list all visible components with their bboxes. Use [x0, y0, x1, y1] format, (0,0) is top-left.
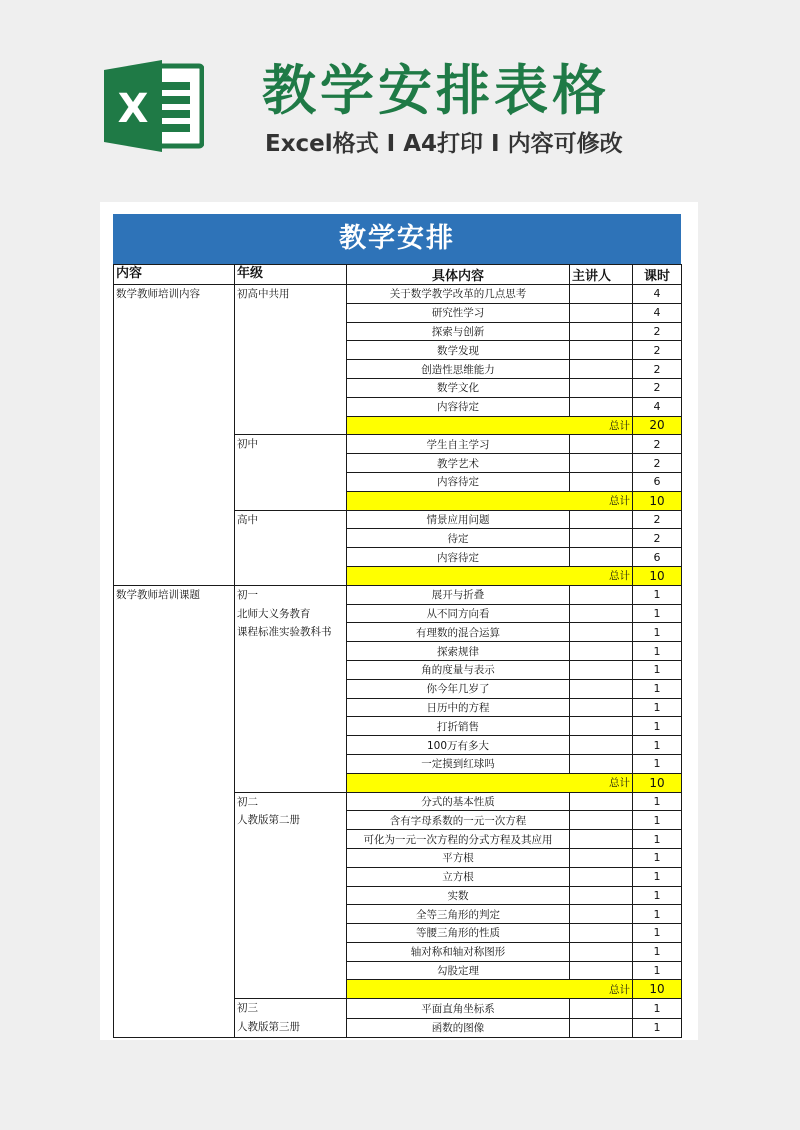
topic-cell: 平方根	[347, 848, 570, 867]
grade-cell	[235, 585, 347, 792]
topic-cell: 探索规律	[347, 642, 570, 661]
speaker-cell	[570, 472, 633, 491]
hours-cell: 2	[633, 529, 682, 548]
grade-line: 初高中共用	[237, 288, 290, 300]
speaker-cell	[570, 848, 633, 867]
topic-cell: 关于数学教学改革的几点思考	[347, 285, 570, 304]
hours-cell: 4	[633, 397, 682, 416]
speaker-cell	[570, 397, 633, 416]
speaker-cell	[570, 322, 633, 341]
grade-line: 人教版第三册	[237, 1021, 300, 1034]
hours-cell: 4	[633, 285, 682, 304]
hours-cell: 1	[633, 867, 682, 886]
grade-line: 人教版第二册	[237, 814, 300, 827]
grade-line: 初三	[237, 1002, 258, 1015]
topic-cell: 勾股定理	[347, 961, 570, 980]
sheet-banner: 教学安排	[113, 214, 681, 264]
hours-cell: 1	[633, 848, 682, 867]
spreadsheet	[113, 214, 681, 1038]
grade-cell	[235, 285, 347, 435]
total-label: 总计	[570, 566, 633, 585]
hours-cell: 2	[633, 510, 682, 529]
total-hours-cell: 20	[633, 416, 682, 435]
topic-cell: 待定	[347, 529, 570, 548]
speaker-cell	[570, 285, 633, 304]
topic-cell: 全等三角形的判定	[347, 905, 570, 924]
speaker-cell	[570, 717, 633, 736]
table-row	[114, 285, 682, 304]
hours-cell: 1	[633, 792, 682, 811]
column-header: 主讲人	[570, 265, 633, 285]
hours-cell: 1	[633, 961, 682, 980]
speaker-cell	[570, 529, 633, 548]
grade-line: 课程标准实验教科书	[237, 626, 332, 639]
total-label: 总计	[570, 773, 633, 792]
content-category-cell: 数学教师培训内容	[114, 285, 235, 586]
speaker-cell	[570, 303, 633, 322]
topic-cell: 分式的基本性质	[347, 792, 570, 811]
speaker-cell	[570, 1018, 633, 1037]
column-header: 具体内容	[347, 265, 570, 285]
speaker-cell	[570, 886, 633, 905]
topic-cell: 平面直角坐标系	[347, 999, 570, 1018]
excel-icon-letter: X	[117, 86, 149, 132]
topic-cell: 内容待定	[347, 472, 570, 491]
hours-cell: 4	[633, 303, 682, 322]
topic-cell: 教学艺术	[347, 454, 570, 473]
speaker-cell	[570, 830, 633, 849]
excel-icon	[104, 60, 204, 152]
hours-cell: 1	[633, 736, 682, 755]
topic-cell: 打折销售	[347, 717, 570, 736]
speaker-cell	[570, 548, 633, 567]
topic-cell: 立方根	[347, 867, 570, 886]
topic-cell: 含有字母系数的一元一次方程	[347, 811, 570, 830]
speaker-cell	[570, 867, 633, 886]
topic-cell: 日历中的方程	[347, 698, 570, 717]
hours-cell: 1	[633, 811, 682, 830]
speaker-cell	[570, 660, 633, 679]
hours-cell: 1	[633, 623, 682, 642]
total-spacer-cell	[347, 416, 570, 435]
hours-cell: 6	[633, 548, 682, 567]
hours-cell: 2	[633, 435, 682, 454]
topic-cell: 从不同方向看	[347, 604, 570, 623]
speaker-cell	[570, 435, 633, 454]
speaker-cell	[570, 360, 633, 379]
total-hours-cell: 10	[633, 980, 682, 999]
column-header: 年级	[235, 265, 347, 285]
hours-cell: 1	[633, 660, 682, 679]
hours-cell: 2	[633, 378, 682, 397]
hours-cell: 1	[633, 698, 682, 717]
grade-cell	[235, 999, 347, 1038]
hours-cell: 2	[633, 454, 682, 473]
total-hours-cell: 10	[633, 491, 682, 510]
topic-cell: 创造性思维能力	[347, 360, 570, 379]
hours-cell: 6	[633, 472, 682, 491]
total-label: 总计	[570, 416, 633, 435]
topic-cell: 内容待定	[347, 397, 570, 416]
hours-cell: 1	[633, 754, 682, 773]
hours-cell: 1	[633, 1018, 682, 1037]
hours-cell: 2	[633, 322, 682, 341]
total-hours-cell: 10	[633, 773, 682, 792]
hours-cell: 1	[633, 942, 682, 961]
topic-cell: 数学文化	[347, 378, 570, 397]
topic-cell: 内容待定	[347, 548, 570, 567]
topic-cell: 研究性学习	[347, 303, 570, 322]
grade-line: 初一	[237, 588, 258, 601]
column-header: 内容	[114, 265, 235, 285]
total-spacer-cell	[347, 773, 570, 792]
speaker-cell	[570, 454, 633, 473]
content-category-cell: 数学教师培训课题	[114, 585, 235, 1037]
topic-cell: 展开与折叠	[347, 585, 570, 604]
grade-line: 高中	[237, 513, 258, 526]
speaker-cell	[570, 942, 633, 961]
table-row	[114, 585, 682, 604]
hours-cell: 1	[633, 679, 682, 698]
speaker-cell	[570, 341, 633, 360]
grade-line: 初中	[237, 438, 258, 451]
page-subtitle: Excel格式 Ⅰ A4打印 Ⅰ 内容可修改	[265, 131, 623, 157]
total-label: 总计	[570, 980, 633, 999]
hours-cell: 1	[633, 585, 682, 604]
hours-cell: 1	[633, 905, 682, 924]
total-spacer-cell	[347, 491, 570, 510]
hours-cell: 1	[633, 924, 682, 943]
speaker-cell	[570, 585, 633, 604]
hours-cell: 2	[633, 360, 682, 379]
hours-cell: 1	[633, 999, 682, 1018]
grade-cell	[235, 792, 347, 999]
speaker-cell	[570, 698, 633, 717]
topic-cell: 函数的图像	[347, 1018, 570, 1037]
table-header-row	[114, 265, 682, 285]
speaker-cell	[570, 924, 633, 943]
topic-cell: 一定摸到红球吗	[347, 754, 570, 773]
total-spacer-cell	[347, 980, 570, 999]
column-header: 课时	[633, 265, 682, 285]
grade-cell	[235, 510, 347, 585]
topic-cell: 可化为一元一次方程的分式方程及其应用	[347, 830, 570, 849]
sheet-paper	[100, 202, 698, 1040]
speaker-cell	[570, 792, 633, 811]
speaker-cell	[570, 961, 633, 980]
grade-line: 北师大义务教育	[237, 607, 311, 620]
hours-cell: 1	[633, 830, 682, 849]
topic-cell: 实数	[347, 886, 570, 905]
topic-cell: 角的度量与表示	[347, 660, 570, 679]
hours-cell: 1	[633, 642, 682, 661]
topic-cell: 情景应用问题	[347, 510, 570, 529]
hours-cell: 2	[633, 341, 682, 360]
topic-cell: 学生自主学习	[347, 435, 570, 454]
hours-cell: 1	[633, 886, 682, 905]
speaker-cell	[570, 736, 633, 755]
hours-cell: 1	[633, 604, 682, 623]
speaker-cell	[570, 604, 633, 623]
speaker-cell	[570, 623, 633, 642]
speaker-cell	[570, 999, 633, 1018]
topic-cell: 数学发现	[347, 341, 570, 360]
speaker-cell	[570, 642, 633, 661]
grade-cell	[235, 435, 347, 510]
speaker-cell	[570, 679, 633, 698]
topic-cell: 等腰三角形的性质	[347, 924, 570, 943]
topic-cell: 有理数的混合运算	[347, 623, 570, 642]
speaker-cell	[570, 811, 633, 830]
hours-cell: 1	[633, 717, 682, 736]
speaker-cell	[570, 905, 633, 924]
topic-cell: 探索与创新	[347, 322, 570, 341]
topic-cell: 100万有多大	[347, 736, 570, 755]
schedule-table	[113, 264, 682, 1038]
total-spacer-cell	[347, 566, 570, 585]
total-hours-cell: 10	[633, 566, 682, 585]
topic-cell: 你今年几岁了	[347, 679, 570, 698]
speaker-cell	[570, 754, 633, 773]
speaker-cell	[570, 378, 633, 397]
total-label: 总计	[570, 491, 633, 510]
speaker-cell	[570, 510, 633, 529]
topic-cell: 轴对称和轴对称图形	[347, 942, 570, 961]
grade-line: 初二	[237, 795, 258, 808]
page-title: 教学安排表格	[262, 59, 610, 122]
